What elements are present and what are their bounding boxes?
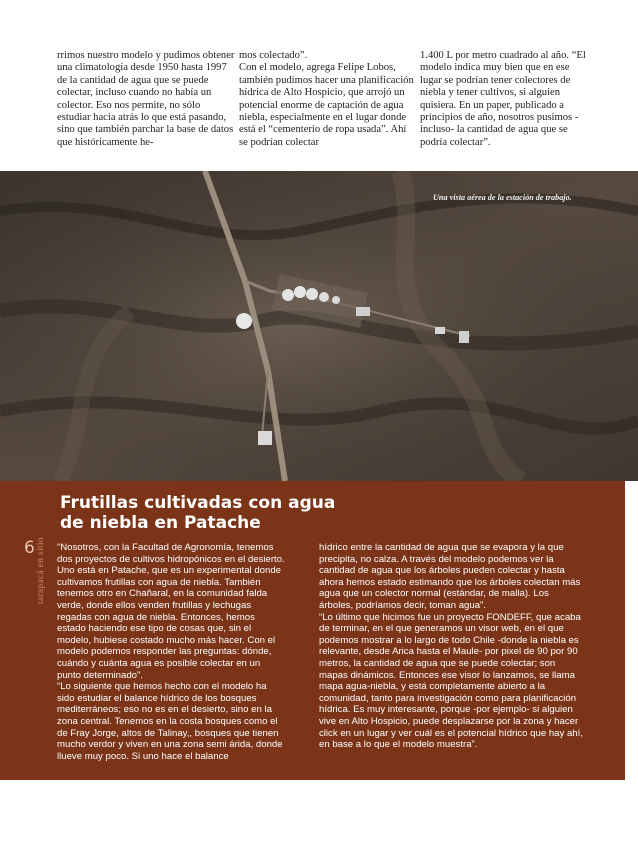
photo-caption: Una vista aérea de la estación de trabajo.	[433, 193, 572, 202]
paragraph: “Nosotros, con la Facultad de Agronomía, tenemos dos proyectos de cultivos hidropónicos en el desierto. Uno está en Patache, que es un experimental donde cultivamos frutillas con agua de niebla. También tenemos otro en Chañaral, en la comunidad falda verde, donde ellos venden frutillas y lechugas regadas con agua de niebla. Entonces, hemos estado haciendo ese tipo de cosas que, sin el modelo, hubiese costado mucho más hacer. Con el modelo podemos responder las preguntas: dónde, cuándo y cuánta agua es posible colectar en un punto determinado”.	[57, 542, 285, 681]
article-top-text	[0, 50, 638, 170]
magazine-brand: tarapacá en sitio	[36, 537, 46, 604]
paragraph: Con el modelo, agrega Felipe Lobos, también pudimos hacer una planificación hídrica de Alto Hospicio, que arrojó un potencial enorme de captación de agua niebla, especialmente en el lugar donde está el “cementerio de ropa usada”. Ahí se podrían colectar	[239, 62, 414, 148]
paragraph: rrimos nuestro modelo y pudimos obtener una climatología desde 1950 hasta 1997 de la cantidad de agua que se puede colectar, incluso cuando no había un colector. Eso nos permite, no sólo estudiar hacia atrás lo que está pasando, sino que también parchar la base de datos que históricamente he-	[57, 50, 235, 148]
paragraph: “Lo último que hicimos fue un proyecto FONDEFF, que acaba de terminar, en el que generamos un visor web, en el que podemos mostrar a lo largo de todo Chile -donde la niebla es relevante, desde Arica hasta el Maule- por pixel de 90 por 90 metros, la cantidad de agua que se puede colectar; son mapas dinámicos. Entonces ese visor lo lanzamos, se llama mapa agua-niebla, y está completamente abierto a la comunidad, tanto para investigación como para planificación hídrica. Es muy interesante, porque -por ejemplo- si alguien vive en Alto Hospicio, puede desplazarse por la zona y hacer click en un lugar y ver cuál es el potencial hídrico que hay ahí, en base a lo que el modelo muestra”.	[319, 611, 583, 751]
top-column-1	[57, 50, 235, 149]
sidebar-title: Frutillas cultivadas con agua de niebla en Patache	[60, 493, 336, 533]
top-column-3	[420, 50, 590, 149]
paragraph: mos colectado”.	[239, 50, 308, 61]
sidebar-column-1	[57, 542, 286, 762]
paragraph: “Lo siguiente que hemos hecho con el modelo ha sido estudiar el balance hídrico de los bosques mediterráneos; eso no es en el desierto, sino en la zona central. Tenemos en la costa bosques como el de Fray Jorge, altos de Talinay,, bosques que tienen mucho verdor y viven en una zona semi árida, donde llueve muy poco. Si uno hace el balance	[57, 681, 283, 762]
aerial-photo	[0, 171, 638, 481]
paragraph: hídrico entre la cantidad de agua que se evapora y la que precipita, no calza. A través del modelo podemos ver la cantidad de agua que los árboles pueden colectar y hasta ahora hemos estado estimando que los árboles colectan más agua que un colector normal (estándar, de malla). Los árboles, podríamos decir, toman agua”.	[319, 542, 581, 611]
page-number: 6	[24, 538, 35, 558]
paragraph: 1.400 L por metro cuadrado al año. “El modelo indica muy bien que en ese lugar se podrían tener colectores de niebla y tener cultivos, si alguien quisiera. En un paper, publicado a principios de año, nosotros pusimos -incluso- la cantidad de agua que se podría colectar”.	[420, 50, 586, 148]
sidebar-column-2	[319, 542, 584, 751]
aerial-photo-illustration	[0, 171, 638, 481]
top-column-2	[239, 50, 417, 149]
